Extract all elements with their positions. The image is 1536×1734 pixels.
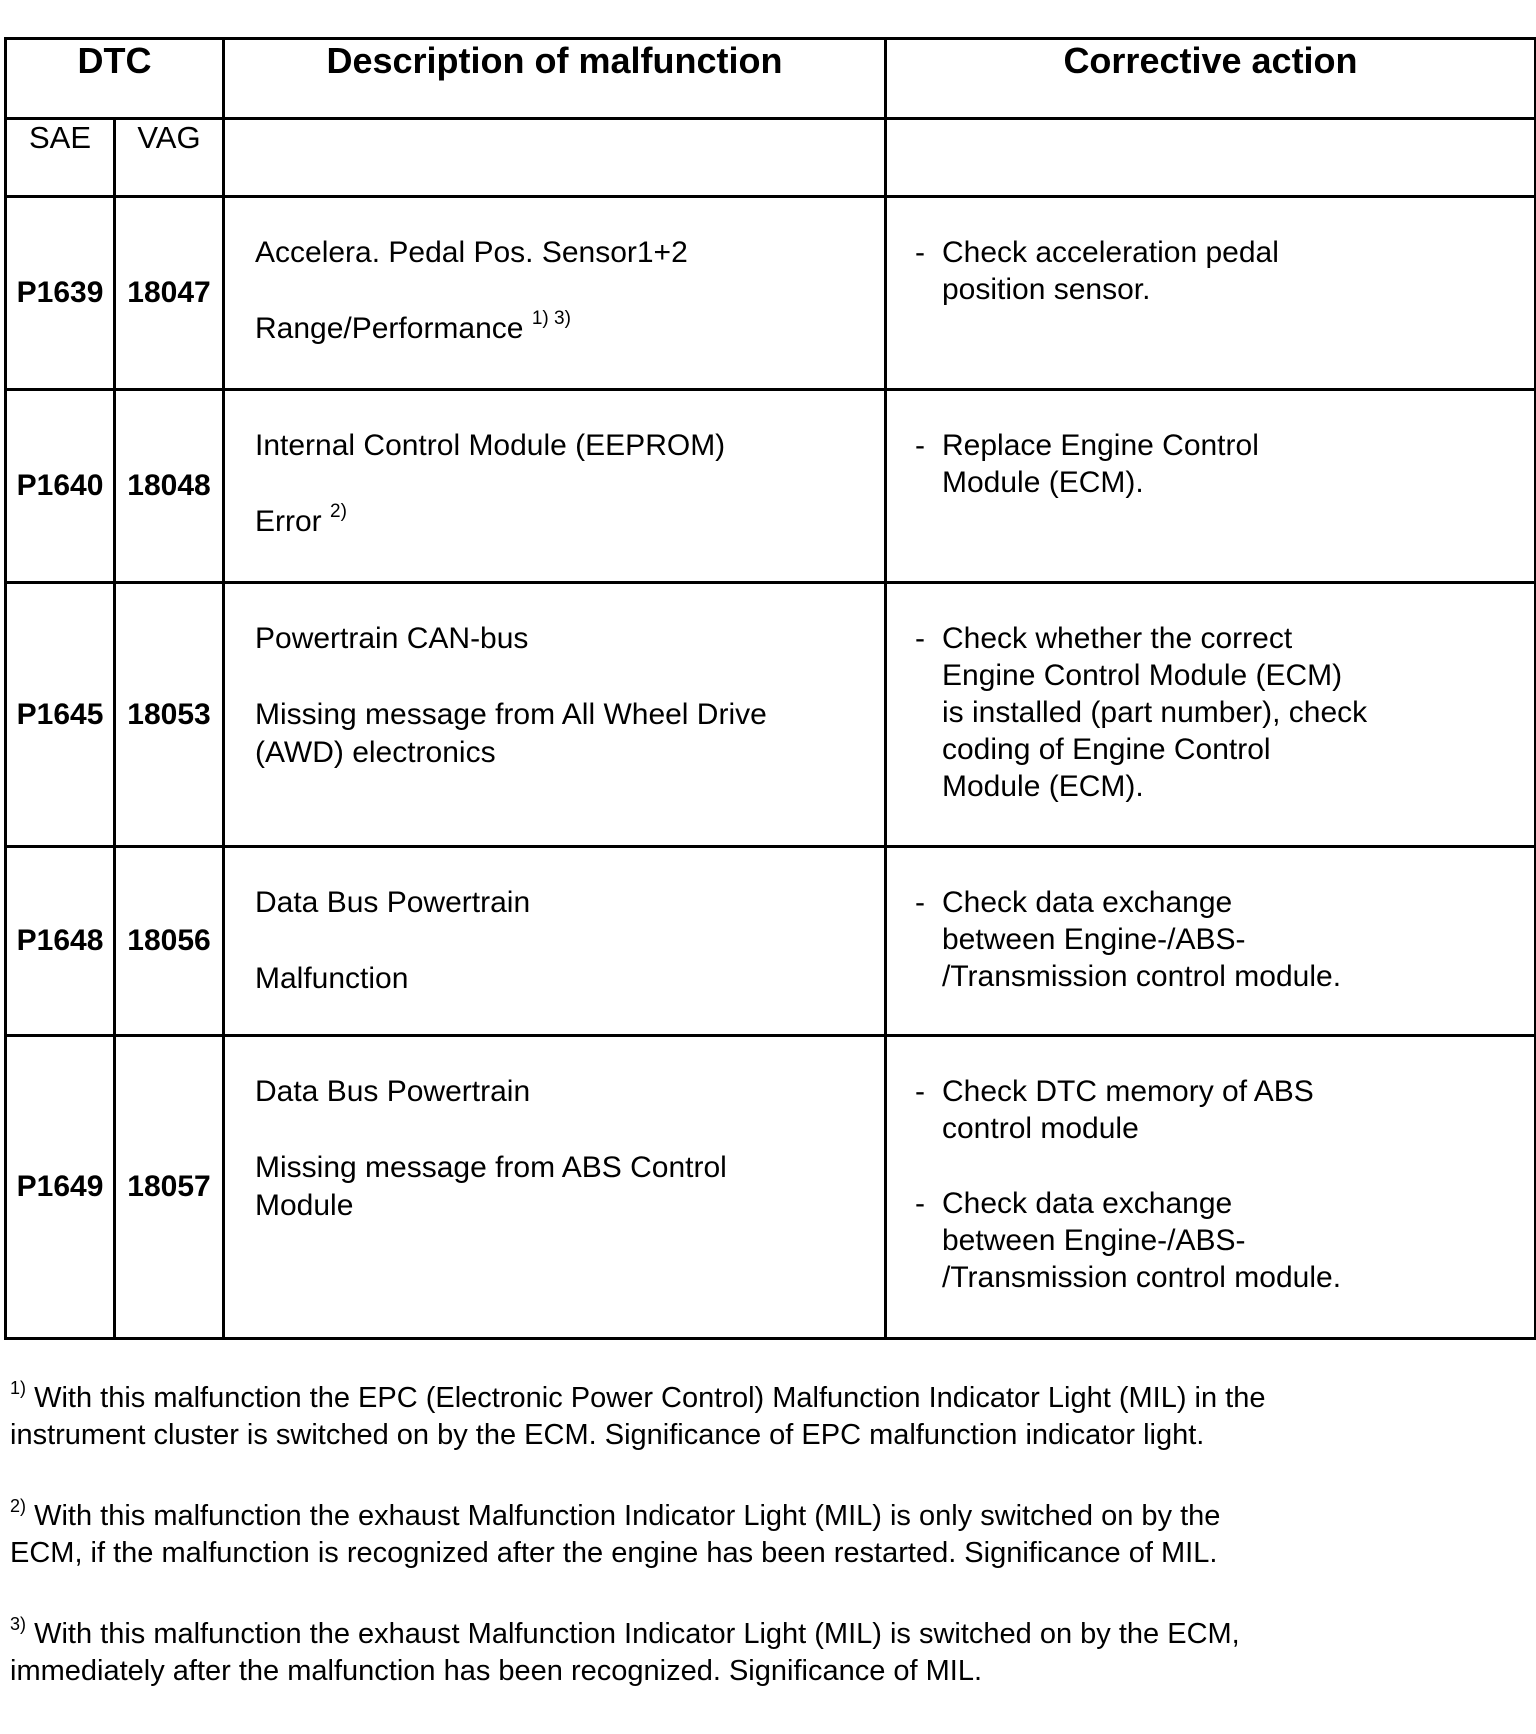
table-row <box>6 847 1536 1036</box>
description-cell <box>224 1036 886 1339</box>
footnote <box>10 1616 1510 1690</box>
footnote-mark: 2) <box>10 1496 27 1516</box>
action-item: - Check acceleration pedal position sensor. <box>915 236 1279 306</box>
sae-code: P1649 <box>6 1036 115 1339</box>
action-item: - Check DTC memory of ABS control module <box>915 1075 1314 1145</box>
description-line: Module <box>255 1189 354 1222</box>
action-cell <box>886 583 1536 847</box>
description-cell <box>224 390 886 583</box>
footnote-line: $^{3)}$ With this malfunction the exhaust Malfunction Indicator Light (MIL) is switched on by the ECM, <box>10 1614 1240 1650</box>
vag-code: 18048 <box>115 390 224 583</box>
vag-code: 18047 <box>115 197 224 390</box>
dtc-table <box>4 37 1536 1340</box>
vag-code: 18053 <box>115 583 224 847</box>
description-line: Internal Control Module (EEPROM) <box>255 429 726 462</box>
footnote-ref: 1) 3) <box>531 308 571 329</box>
description-line: Missing message from ABS Control <box>255 1151 727 1184</box>
table-row <box>6 1036 1536 1339</box>
description-header: Description of malfunction <box>224 39 886 119</box>
empty-cell <box>224 119 886 197</box>
footnote-mark: 3) <box>10 1614 27 1634</box>
sae-header: SAE <box>6 119 115 197</box>
sae-code: P1648 <box>6 847 115 1036</box>
vag-code: 18057 <box>115 1036 224 1339</box>
action-item: - Replace Engine Control Module (ECM). <box>915 429 1259 499</box>
description-cell <box>224 847 886 1036</box>
footnote-line: $^{2)}$ With this malfunction the exhaust Malfunction Indicator Light (MIL) is only switched on by the <box>10 1496 1221 1532</box>
subheader-row <box>6 119 1536 197</box>
description-line: Error $^{2)}$ <box>255 501 347 538</box>
footnote-ref: 2) <box>330 501 347 522</box>
description-line: Malfunction <box>255 962 409 995</box>
vag-header: VAG <box>115 119 224 197</box>
header-row <box>6 39 1536 119</box>
description-line: Missing message from All Wheel Drive <box>255 698 767 731</box>
action-header: Corrective action <box>886 39 1536 119</box>
action-cell <box>886 1036 1536 1339</box>
table-row <box>6 583 1536 847</box>
description-line: (AWD) electronics <box>255 736 496 769</box>
table-row <box>6 197 1536 390</box>
footnote <box>10 1498 1510 1572</box>
footnotes <box>10 1380 1510 1734</box>
footnote-line: instrument cluster is switched on by the ECM. Significance of EPC malfunction indicator light. <box>10 1419 1205 1451</box>
description-line: Data Bus Powertrain <box>255 886 531 919</box>
dtc-header: DTC <box>6 39 224 119</box>
description-cell <box>224 197 886 390</box>
footnote-line: $^{1)}$ With this malfunction the EPC (Electronic Power Control) Malfunction Indicator Light (MIL) in the <box>10 1378 1266 1414</box>
description-line: Data Bus Powertrain <box>255 1075 531 1108</box>
description-line: Range/Performance $^{1) 3)}$ <box>255 308 571 345</box>
description-line: Accelera. Pedal Pos. Sensor1+2 <box>255 236 688 269</box>
description-line: Powertrain CAN-bus <box>255 622 529 655</box>
table-row <box>6 390 1536 583</box>
action-item: - Check data exchange between Engine-/ABS- /Transmission control module. <box>915 1187 1342 1294</box>
sae-code: P1639 <box>6 197 115 390</box>
action-cell <box>886 197 1536 390</box>
action-cell <box>886 847 1536 1036</box>
empty-cell <box>886 119 1536 197</box>
footnote-line: ECM, if the malfunction is recognized after the engine has been restarted. Significance of MIL. <box>10 1537 1218 1569</box>
action-cell <box>886 390 1536 583</box>
footnote-line: immediately after the malfunction has been recognized. Significance of MIL. <box>10 1655 983 1687</box>
description-cell <box>224 583 886 847</box>
footnote-mark: 1) <box>10 1378 27 1398</box>
action-item: - Check whether the correct Engine Control Module (ECM) is installed (part number), check coding of Engine Control Module (ECM). <box>915 622 1368 803</box>
sae-code: P1640 <box>6 390 115 583</box>
sae-code: P1645 <box>6 583 115 847</box>
footnote <box>10 1380 1510 1454</box>
vag-code: 18056 <box>115 847 224 1036</box>
action-item: - Check data exchange between Engine-/ABS- /Transmission control module. <box>915 886 1342 993</box>
